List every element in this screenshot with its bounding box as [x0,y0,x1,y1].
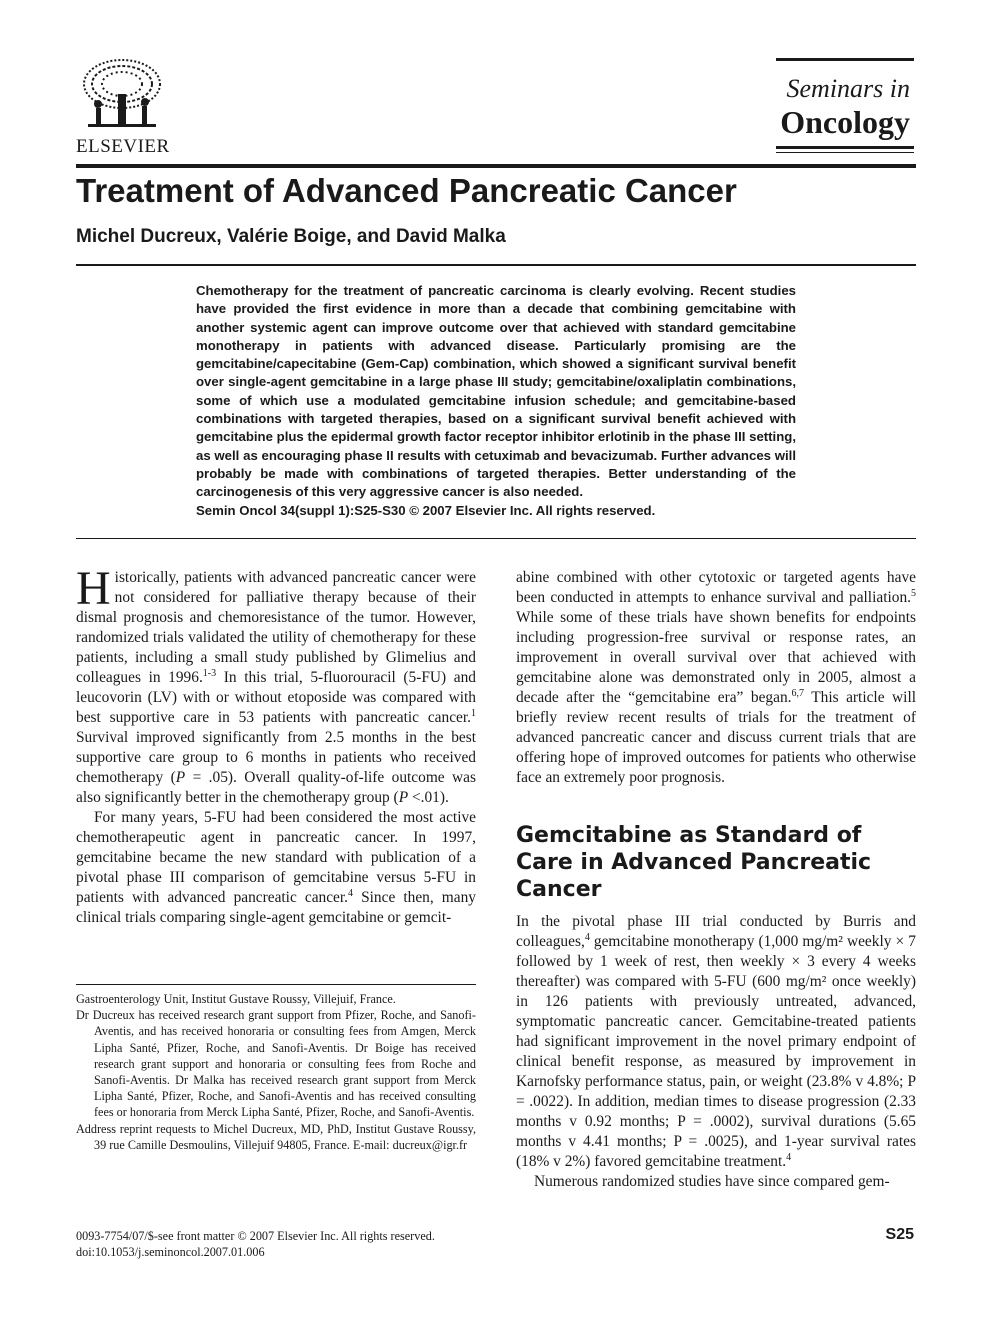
header-rule [76,164,916,168]
italic-p: P [398,789,409,806]
drop-cap: H [76,562,111,615]
text-run: This article will briefly review recent results of trials for the treatment of advanced pancreatic cancer and discuss current trials that are offering hope of improved outcomes for patients who otherwise face an extremely poor prognosis. [516,689,916,786]
body-column-right-continued [516,912,916,1192]
abstract-citation: Semin Oncol 34(suppl 1):S25-S30 © 2007 Elsevier Inc. All rights reserved. [196,502,656,518]
text-run: abine combined with other cytotoxic or targeted agents have been conducted in attempts to enhance survival and palliation. [516,569,916,606]
reference-link[interactable]: 1 [471,707,476,719]
paragraph [516,568,916,788]
footnote-rule [76,984,476,985]
text-run: In the pivotal phase III trial conducted by Burris and colleagues, [516,913,916,950]
italic-p: P [175,769,186,786]
abstract-text: Chemotherapy for the treatment of pancreatic carcinoma is clearly evolving. Recent studies have provided the first evidence in more than a decade that combining gemcitabine with another systemic agent can improve outcome over that achieved with standard gemcitabine monotherapy in patients with advanced disease. Particularly promising are the gemcitabine/capecitabine (Gem-Cap) combination, which showed a significant survival benefit over single-agent gemcitabine in a large phase III study; gemcitabine/oxaliplatin combinations, some of which use a modulated gemcitabine infusion schedule; and gemcitabine-based combinations with targeted therapies, based on a significant survival benefit achieved with gemcitabine plus the epidermal growth factor receptor inhibitor erlotinib in the phase III setting, as well as encouraging phase II results with cetuximab and bevacizumab. Further advances will probably be made with combinations of targeted therapies. Better understanding of the carcinogenesis of this very aggressive cancer is also needed. [196,283,796,500]
paragraph [76,562,476,808]
body-column-left [76,562,476,928]
reference-link[interactable]: 4 [786,1151,792,1163]
reference-link[interactable]: 4 [348,887,354,899]
abstract [196,282,796,520]
text-run: While some of these trials have shown benefits for endpoints including progression-free survival or response rates, an improvement in overall survival over that achieved with gemcitabine alone was demonstrated only in 2005, almost a decade after the “gemcitabine era” began. [516,609,916,706]
reference-link[interactable]: 4 [584,931,590,943]
journal-name-line2: Oncology [780,104,910,140]
paragraph: Numerous randomized studies have since compared gem- [534,1173,890,1190]
masthead-bottom-rule [776,146,914,149]
text-run: For many years, 5-FU had been considered the most active chemotherapeutic agent in pancreatic cancer. In 1997, gemcitabine became the new standard with publication of a pivotal phase III comparison of gemcitabine versus 5-FU in patients with advanced pancreatic cancer. [76,809,476,906]
footer-left [76,1228,435,1260]
footer-issn: 0093-7754/07/$-see front matter © 2007 Elsevier Inc. All rights reserved. [76,1229,435,1243]
journal-masthead [776,58,914,154]
footer-doi: doi:10.1053/j.seminoncol.2007.01.006 [76,1245,265,1259]
text-run: Since then, many clinical trials comparing single-agent gemcitabine or gemcit- [76,889,476,926]
footnote-address: Address reprint requests to Michel Ducreux, MD, PhD, Institut Gustave Roussy, 39 rue Camille Desmoulins, Villejuif 94805, France. E-mail: ducreux@igr.fr [76,1121,476,1152]
footnote-affiliation: Gastroenterology Unit, Institut Gustave Roussy, Villejuif, France. [76,992,396,1006]
text-run: <.01). [408,789,449,806]
reference-link[interactable]: 5 [911,587,916,599]
text-run: = .05). Overall quality-of-life outcome was also significantly better in the chemotherapy group ( [76,769,476,806]
text-run: gemcitabine monotherapy (1,000 mg/m² weekly × 7 followed by 1 week of rest, then weekly × 3 every 4 weeks thereafter) was compared with 5-FU (600 mg/m² once weekly) in 126 patients with previously untreated, advanced, symptomatic pancreatic cancer. Gemcitabine-treated patients had significant improvement in the novel primary endpoint of clinical benefit response, as measured by improvement in Karnofsky performance status, pain, or weight (23.8% v 4.8%; P = .0022). In addition, median times to disease progression (2.33 months v 0.92 months; P = .0002), survival durations (5.65 months v 4.41 months; P = .0025), and 1-year survival rates (18% v 2%) favored gemcitabine treatment. [516,933,916,1170]
paragraph [76,808,476,928]
reference-link[interactable]: 6,7 [791,687,804,699]
footnote-disclosures: Dr Ducreux has received research grant support from Pfizer, Roche, and Sanofi-Aventis, and has received honoraria or consulting fees from Amgen, Merck Lipha Santé, Pfizer, Roche, and Sanofi-Aventis. Dr Boige has received research grant support and honoraria or consulting fees from Roche and Sanofi-Aventis. Dr Malka has received research grant support from Merck Lipha Santé, Pfizer, Roche, and Sanofi-Aventis and has received consulting fees or honoraria from Merck Lipha Santé, Pfizer, Roche, and Sanofi-Aventis. [76,1008,476,1120]
article-authors: Michel Ducreux, Valérie Boige, and David Malka [76,226,506,247]
reference-link[interactable]: 1-3 [202,667,217,679]
journal-name-line1: Seminars in [786,74,910,103]
elsevier-logo [76,58,168,156]
section-heading: Gemcitabine as Standard of Care in Advanced Pancreatic Cancer [516,823,872,902]
abstract-rule [76,538,916,539]
masthead-top-rule [776,58,914,61]
elsevier-tree-icon [80,58,164,132]
body-column-right [516,568,916,788]
masthead-bottom-thin-rule [776,152,914,153]
publisher-name: ELSEVIER [76,136,170,157]
footnotes [76,991,476,1153]
page-number: S25 [885,1226,914,1243]
text-run: istorically, patients with advanced pancreatic cancer were not considered for palliative therapy because of their dismal prognosis and chemoresistance of the tumor. However, randomized trials validated the utility of chemotherapy for these patients, including a small study published by Glimelius and colleagues in 1996. [76,569,476,686]
text-run: In this trial, 5-fluorouracil (5-FU) and leucovorin (LV) with or without etoposide was compared with best supportive care in 53 patients with pancreatic cancer. [76,669,476,726]
title-rule [76,264,916,266]
text-run: Survival improved significantly from 2.5 months in the best supportive care group to 6 months in patients who received chemotherapy ( [76,729,476,786]
article-title: Treatment of Advanced Pancreatic Cancer [76,172,737,209]
paragraph [516,912,916,1172]
